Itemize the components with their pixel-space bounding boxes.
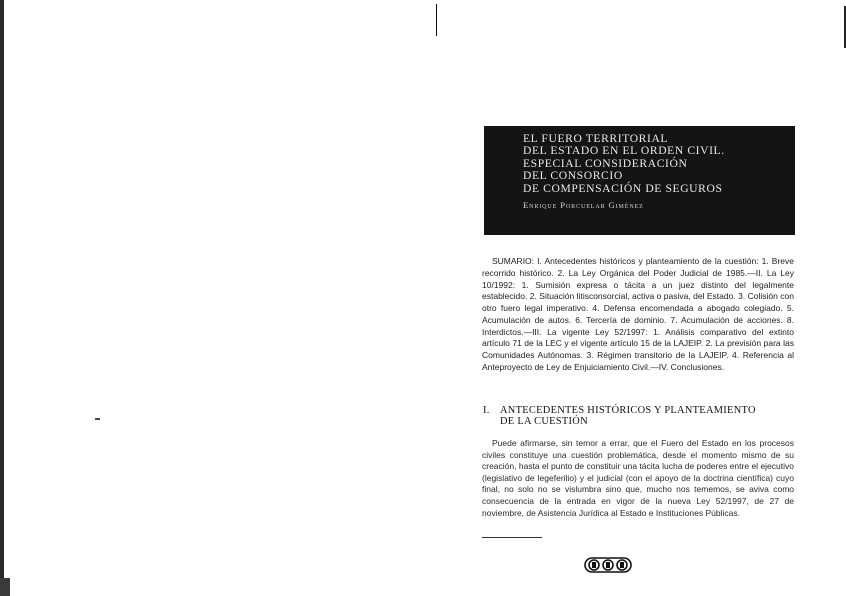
section-number: I. bbox=[483, 405, 490, 416]
body-paragraph: Puede afirmarse, sin temor a errar, que el Fuero del Estado en los procesos civiles constituye una cuestión problemática, desde el momento mismo de su creación, hasta el punto de constituir una tácita lucha de poderes entre el ejecutivo (legislativo de legeferilio) y el judicial (con el apoyo de la doctrina científica) cuyo final, no solo no se vislumbra sino que, mucho nos tememos, se aviva como consecuencia de la entrada en vigor de la nueva Ley 52/1997, de 27 de noviembre, de Asistencia Jurídica al Estado e Instituciones Públicas. bbox=[482, 438, 794, 518]
footnote-divider bbox=[482, 537, 542, 538]
section-title-line2: DE LA CUESTIÓN bbox=[500, 416, 588, 427]
fold-mark bbox=[436, 4, 437, 36]
section-title-line1: ANTECEDENTES HISTÓRICOS Y PLANTEAMIENTO bbox=[500, 405, 756, 416]
summary-abstract bbox=[482, 256, 794, 374]
body-paragraph-block bbox=[482, 438, 794, 519]
title-line: DE COMPENSACIÓN DE SEGUROS bbox=[523, 181, 723, 195]
scan-speck bbox=[95, 418, 100, 420]
page-spine bbox=[0, 0, 4, 596]
scan-artifact bbox=[0, 578, 10, 596]
author-name: Enrique Porcuelar Giménez bbox=[523, 200, 644, 211]
article-title-block bbox=[484, 126, 795, 235]
section-heading bbox=[483, 405, 795, 427]
title-line: DEL ESTADO EN EL ORDEN CIVIL. bbox=[523, 144, 725, 158]
article-title bbox=[523, 133, 785, 195]
title-line: DEL CONSORCIO bbox=[523, 169, 623, 183]
title-line: EL FUERO TERRITORIAL bbox=[523, 132, 669, 145]
title-line: ESPECIAL CONSIDERACIÓN bbox=[523, 156, 688, 170]
summary-text: SUMARIO: I. Antecedentes históricos y planteamiento de la cuestión: 1. Breve recorrido histórico. 2. La Ley Orgánica del Poder Judicial de 1985.—II. La Ley 10/1992: 1. Sumisión expresa o tácita a un juez distinto del legalmente establecido. 2. Situación litisconsorcial, activa o pasiva, del Estado. 3. Colisión con otro fuero legal imperativo. 4. Defensa encomendada a abogado colegiado. 5. Acumulación de autos. 6. Tercería de dominio. 7. Acumulación de acciones. 8. Interdictos.—III. La vigente Ley 52/1997: 1. Análisis comparativo del extinto artículo 71 de la LEC y el vigente artículo 15 de la LAJEIP. 2. La previsión para las Comunidades Autónomas. 3. Régimen transitorio de la LAJEIP. 4. Referencia al Anteproyecto de Ley de Enjuiciamiento Civil.—IV. Conclusiones. bbox=[482, 256, 794, 372]
publisher-logo-icon bbox=[584, 556, 632, 574]
